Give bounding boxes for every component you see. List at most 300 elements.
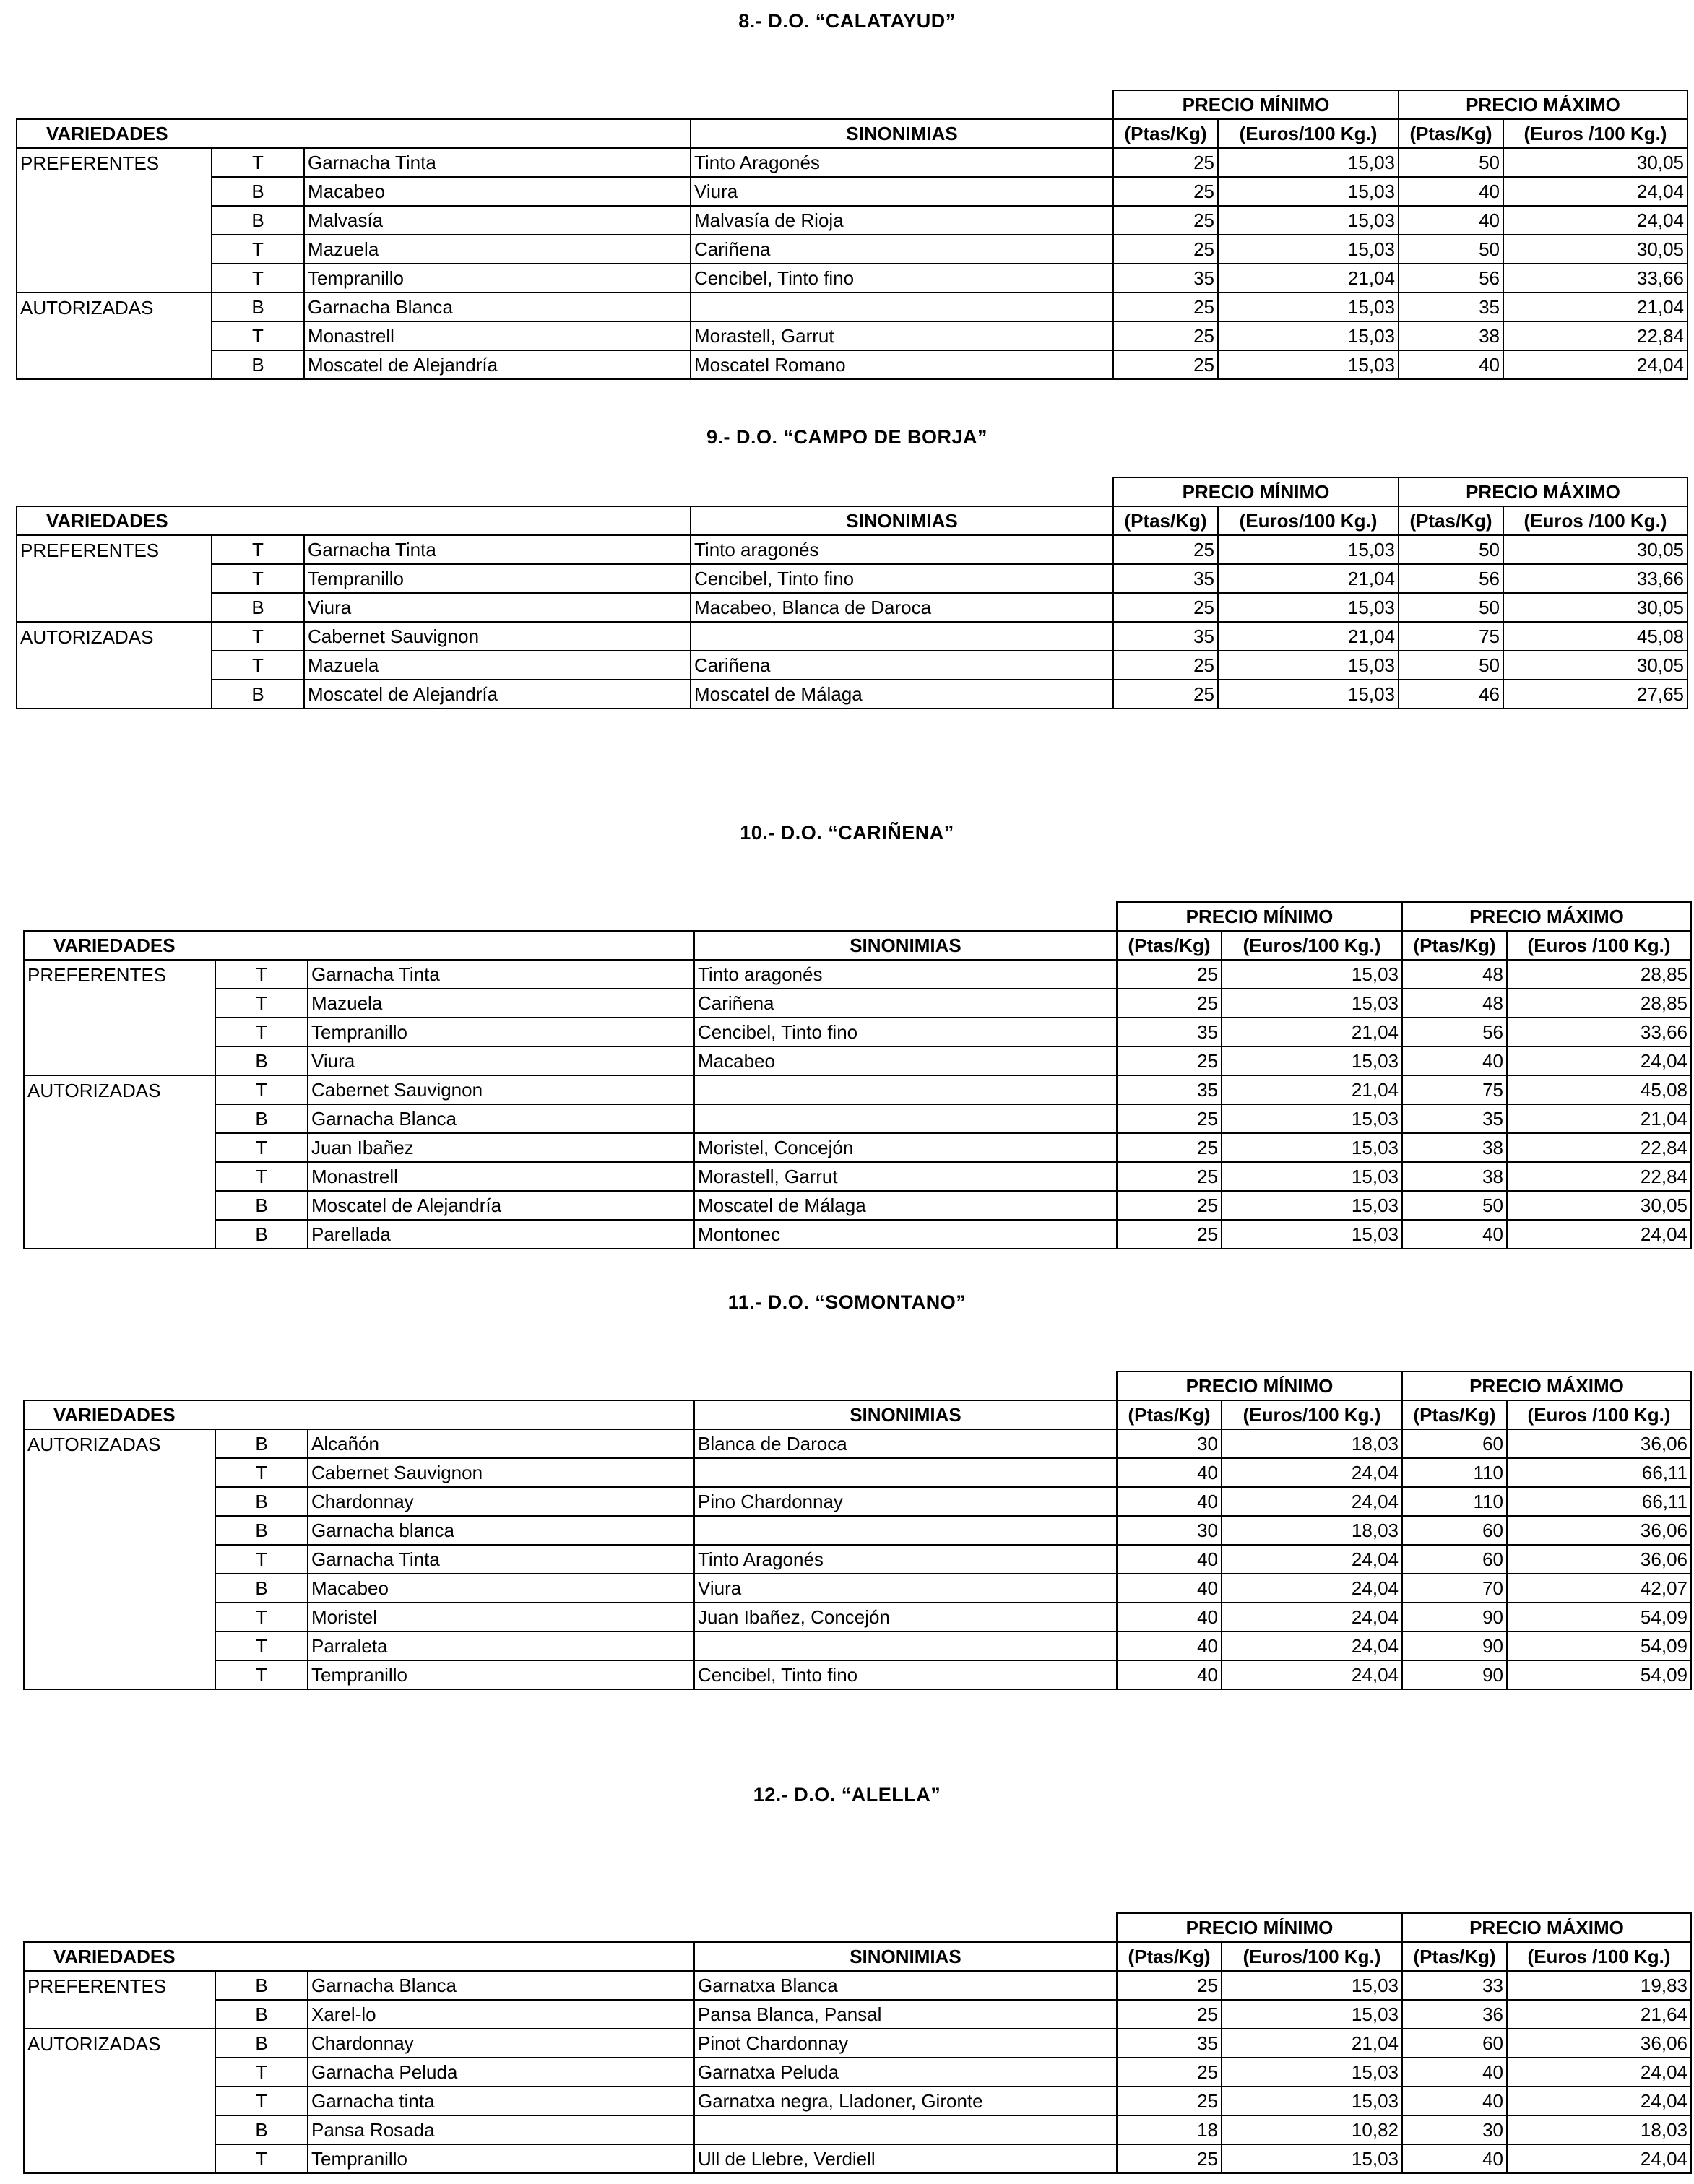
price-min-ptas: 25 (1117, 2058, 1222, 2086)
group-label: PREFERENTES (17, 148, 212, 177)
price-max-euros: 24,04 (1507, 2058, 1691, 2086)
price-max-euros: 36,06 (1507, 1516, 1691, 1545)
price-max-euros: 22,84 (1507, 1162, 1691, 1191)
synonyms: Viura (694, 1574, 1117, 1603)
price-min-euros: 15,03 (1222, 1046, 1402, 1075)
table-row (24, 1516, 1691, 1545)
price-max-euros: 21,64 (1507, 2000, 1691, 2029)
table-row (24, 1458, 1691, 1487)
price-table (23, 901, 1692, 1249)
header-row-prices (17, 90, 1687, 119)
price-max-ptas: 33 (1402, 1971, 1507, 2000)
variety-name: Garnacha blanca (308, 1516, 694, 1545)
color-type: T (212, 622, 304, 651)
price-min-ptas: 40 (1117, 1545, 1222, 1574)
variety-name: Tempranillo (308, 1660, 694, 1689)
price-max-ptas: 38 (1399, 321, 1503, 350)
color-type: B (215, 2029, 308, 2058)
variety-name: Mazuela (304, 651, 691, 680)
synonyms (694, 1632, 1117, 1660)
group-label-cell (24, 1516, 215, 1545)
header-precio-minimo: PRECIO MÍNIMO (1113, 90, 1399, 119)
table-row (24, 1191, 1691, 1220)
price-max-ptas: 56 (1399, 564, 1503, 593)
synonyms (694, 1516, 1117, 1545)
price-min-euros: 24,04 (1222, 1632, 1402, 1660)
price-min-ptas: 25 (1117, 1220, 1222, 1249)
synonyms: Viura (691, 177, 1113, 206)
price-min-ptas: 30 (1117, 1516, 1222, 1545)
group-label-cell (24, 989, 215, 1018)
group-label-cell (17, 177, 212, 206)
color-type: T (212, 651, 304, 680)
synonyms: Cencibel, Tinto fino (691, 264, 1113, 292)
header-precio-maximo: PRECIO MÁXIMO (1402, 1372, 1691, 1400)
table-row (24, 1971, 1691, 2000)
color-type: B (215, 1971, 308, 2000)
header-ptas-min: (Ptas/Kg) (1117, 1942, 1222, 1971)
price-max-euros: 30,05 (1503, 651, 1687, 680)
price-min-ptas: 40 (1117, 1603, 1222, 1632)
table-row (24, 1487, 1691, 1516)
variety-name: Monastrell (308, 1162, 694, 1191)
price-max-ptas: 40 (1402, 2058, 1507, 2086)
color-type: T (215, 1458, 308, 1487)
table-row (24, 2115, 1691, 2144)
price-min-euros: 21,04 (1222, 1018, 1402, 1046)
color-type: T (215, 989, 308, 1018)
price-max-ptas: 40 (1399, 350, 1503, 379)
price-max-ptas: 35 (1399, 292, 1503, 321)
table-row (24, 960, 1691, 989)
header-precio-minimo: PRECIO MÍNIMO (1117, 902, 1402, 931)
price-min-ptas: 40 (1117, 1632, 1222, 1660)
price-max-euros: 21,04 (1503, 292, 1687, 321)
synonyms: Tinto Aragonés (691, 148, 1113, 177)
synonyms: Tinto aragonés (691, 535, 1113, 564)
price-max-euros: 24,04 (1507, 2086, 1691, 2115)
header-row-columns (17, 506, 1687, 535)
variety-name: Chardonnay (308, 1487, 694, 1516)
price-max-euros: 36,06 (1507, 1429, 1691, 1458)
header-variedades: VARIEDADES (17, 506, 691, 535)
synonyms (694, 2115, 1117, 2144)
price-max-ptas: 30 (1402, 2115, 1507, 2144)
price-max-ptas: 48 (1402, 989, 1507, 1018)
table-row (17, 206, 1687, 235)
variety-name: Mazuela (304, 235, 691, 264)
table-row (24, 1046, 1691, 1075)
price-min-euros: 15,03 (1222, 960, 1402, 989)
header-spacer (24, 902, 1117, 931)
group-label-cell (24, 1046, 215, 1075)
price-max-euros: 27,65 (1503, 680, 1687, 708)
synonyms: Ull de Llebre, Verdiell (694, 2144, 1117, 2173)
price-max-ptas: 40 (1402, 2144, 1507, 2173)
price-min-euros: 15,03 (1222, 1971, 1402, 2000)
variety-name: Garnacha Tinta (304, 148, 691, 177)
group-label-cell (24, 2086, 215, 2115)
price-max-ptas: 70 (1402, 1574, 1507, 1603)
header-spacer (24, 1372, 1117, 1400)
header-row-columns (17, 119, 1687, 148)
price-min-ptas: 25 (1113, 321, 1218, 350)
group-label: AUTORIZADAS (24, 1429, 215, 1458)
price-min-ptas: 25 (1113, 680, 1218, 708)
synonyms: Juan Ibañez, Concejón (694, 1603, 1117, 1632)
color-type: B (212, 593, 304, 622)
header-spacer (24, 1913, 1117, 1942)
header-sinonimias: SINONIMIAS (694, 931, 1117, 960)
variety-name: Garnacha Blanca (308, 1104, 694, 1133)
synonyms: Garnatxa Peluda (694, 2058, 1117, 2086)
group-label-cell (24, 2115, 215, 2144)
price-max-ptas: 35 (1402, 1104, 1507, 1133)
group-label-cell (24, 1603, 215, 1632)
price-max-ptas: 38 (1402, 1133, 1507, 1162)
price-max-euros: 66,11 (1507, 1458, 1691, 1487)
price-max-ptas: 50 (1402, 1191, 1507, 1220)
color-type: T (215, 1632, 308, 1660)
price-table (23, 1371, 1692, 1690)
variety-name: Chardonnay (308, 2029, 694, 2058)
header-precio-minimo: PRECIO MÍNIMO (1113, 477, 1399, 506)
group-label-cell (17, 680, 212, 708)
price-max-euros: 24,04 (1503, 206, 1687, 235)
color-type: T (215, 1075, 308, 1104)
color-type: B (215, 1516, 308, 1545)
group-label-cell (24, 1018, 215, 1046)
color-type: B (215, 1191, 308, 1220)
price-max-ptas: 60 (1402, 2029, 1507, 2058)
price-min-euros: 15,03 (1222, 1191, 1402, 1220)
price-min-euros: 15,03 (1222, 1133, 1402, 1162)
color-type: T (215, 2086, 308, 2115)
price-min-euros: 21,04 (1218, 564, 1399, 593)
header-spacer (17, 90, 1113, 119)
price-min-euros: 15,03 (1222, 1162, 1402, 1191)
synonyms: Tinto aragonés (694, 960, 1117, 989)
header-precio-maximo: PRECIO MÁXIMO (1402, 1913, 1691, 1942)
header-euros-min: (Euros/100 Kg.) (1222, 931, 1402, 960)
synonyms: Blanca de Daroca (694, 1429, 1117, 1458)
synonyms: Moscatel de Málaga (694, 1191, 1117, 1220)
synonyms: Moristel, Concejón (694, 1133, 1117, 1162)
table-row (24, 2000, 1691, 2029)
variety-name: Parraleta (308, 1632, 694, 1660)
price-max-ptas: 40 (1402, 1046, 1507, 1075)
synonyms: Malvasía de Rioja (691, 206, 1113, 235)
synonyms (694, 1104, 1117, 1133)
synonyms: Garnatxa negra, Lladoner, Gironte (694, 2086, 1117, 2115)
group-label: AUTORIZADAS (17, 292, 212, 321)
price-min-euros: 15,03 (1218, 651, 1399, 680)
price-max-euros: 22,84 (1507, 1133, 1691, 1162)
group-label-cell (17, 206, 212, 235)
price-max-euros: 33,66 (1507, 1018, 1691, 1046)
table-row (17, 235, 1687, 264)
table-row (24, 1220, 1691, 1249)
synonyms: Garnatxa Blanca (694, 1971, 1117, 2000)
table-row (17, 264, 1687, 292)
price-max-ptas: 50 (1399, 593, 1503, 622)
price-min-ptas: 25 (1117, 1046, 1222, 1075)
header-precio-minimo: PRECIO MÍNIMO (1117, 1372, 1402, 1400)
price-min-ptas: 35 (1117, 1018, 1222, 1046)
header-sinonimias: SINONIMIAS (691, 506, 1113, 535)
group-label: AUTORIZADAS (24, 1075, 215, 1104)
header-euros-min: (Euros/100 Kg.) (1222, 1942, 1402, 1971)
price-min-euros: 21,04 (1218, 264, 1399, 292)
price-min-ptas: 25 (1113, 350, 1218, 379)
synonyms: Cariñena (694, 989, 1117, 1018)
synonyms: Pansa Blanca, Pansal (694, 2000, 1117, 2029)
variety-name: Tempranillo (304, 264, 691, 292)
price-max-euros: 42,07 (1507, 1574, 1691, 1603)
price-min-ptas: 25 (1113, 148, 1218, 177)
variety-name: Tempranillo (304, 564, 691, 593)
price-min-ptas: 35 (1113, 264, 1218, 292)
variety-name: Alcañón (308, 1429, 694, 1458)
header-precio-maximo: PRECIO MÁXIMO (1399, 477, 1687, 506)
variety-name: Garnacha Tinta (304, 535, 691, 564)
group-label-cell (24, 1191, 215, 1220)
price-min-ptas: 35 (1117, 2029, 1222, 2058)
synonyms (691, 292, 1113, 321)
table-row (24, 1018, 1691, 1046)
price-min-ptas: 25 (1117, 1162, 1222, 1191)
table-row (24, 1429, 1691, 1458)
table-row (24, 2144, 1691, 2173)
header-sinonimias: SINONIMIAS (694, 1942, 1117, 1971)
header-ptas-max: (Ptas/Kg) (1402, 1942, 1507, 1971)
section-title: 8.- D.O. “CALATAYUD” (738, 10, 956, 32)
group-label-cell (24, 2144, 215, 2173)
price-min-ptas: 25 (1117, 2144, 1222, 2173)
price-min-euros: 15,03 (1222, 989, 1402, 1018)
price-min-ptas: 25 (1117, 1133, 1222, 1162)
color-type: T (212, 235, 304, 264)
header-variedades: VARIEDADES (24, 931, 694, 960)
synonyms: Montonec (694, 1220, 1117, 1249)
price-max-ptas: 50 (1399, 235, 1503, 264)
group-label-cell (24, 1632, 215, 1660)
price-min-ptas: 25 (1113, 206, 1218, 235)
color-type: B (212, 177, 304, 206)
price-max-ptas: 50 (1399, 651, 1503, 680)
color-type: B (212, 350, 304, 379)
variety-name: Moscatel de Alejandría (304, 680, 691, 708)
price-min-ptas: 25 (1113, 177, 1218, 206)
synonyms: Cariñena (691, 235, 1113, 264)
table-row (17, 350, 1687, 379)
header-ptas-max: (Ptas/Kg) (1399, 506, 1503, 535)
price-min-euros: 15,03 (1222, 1220, 1402, 1249)
price-max-euros: 28,85 (1507, 960, 1691, 989)
price-min-ptas: 25 (1117, 960, 1222, 989)
price-table (16, 90, 1688, 380)
price-max-euros: 19,83 (1507, 1971, 1691, 2000)
price-min-euros: 15,03 (1218, 593, 1399, 622)
group-label: PREFERENTES (24, 1971, 215, 2000)
header-ptas-min: (Ptas/Kg) (1117, 1400, 1222, 1429)
price-min-ptas: 25 (1117, 1191, 1222, 1220)
color-type: B (215, 2115, 308, 2144)
price-min-euros: 24,04 (1222, 1574, 1402, 1603)
price-min-euros: 15,03 (1222, 2144, 1402, 2173)
color-type: T (215, 2058, 308, 2086)
price-min-euros: 15,03 (1218, 235, 1399, 264)
header-ptas-min: (Ptas/Kg) (1113, 119, 1218, 148)
header-variedades: VARIEDADES (17, 119, 691, 148)
table-row (24, 1632, 1691, 1660)
header-euros-max: (Euros /100 Kg.) (1503, 506, 1687, 535)
variety-name: Xarel-lo (308, 2000, 694, 2029)
group-label-cell (24, 1458, 215, 1487)
price-max-ptas: 40 (1402, 1220, 1507, 1249)
price-min-ptas: 25 (1113, 651, 1218, 680)
color-type: T (215, 960, 308, 989)
price-max-ptas: 50 (1399, 148, 1503, 177)
table-row (17, 148, 1687, 177)
section-title: 12.- D.O. “ALELLA” (753, 1784, 941, 1806)
price-max-euros: 33,66 (1503, 264, 1687, 292)
variety-name: Pansa Rosada (308, 2115, 694, 2144)
group-label: AUTORIZADAS (17, 622, 212, 651)
header-row-prices (24, 902, 1691, 931)
variety-name: Cabernet Sauvignon (304, 622, 691, 651)
color-type: T (215, 1018, 308, 1046)
price-max-ptas: 90 (1402, 1603, 1507, 1632)
variety-name: Moscatel de Alejandría (308, 1191, 694, 1220)
price-max-euros: 36,06 (1507, 1545, 1691, 1574)
price-min-euros: 24,04 (1222, 1603, 1402, 1632)
price-min-euros: 10,82 (1222, 2115, 1402, 2144)
price-min-ptas: 40 (1117, 1458, 1222, 1487)
synonyms: Tinto Aragonés (694, 1545, 1117, 1574)
header-variedades: VARIEDADES (24, 1942, 694, 1971)
price-max-ptas: 60 (1402, 1429, 1507, 1458)
price-min-euros: 21,04 (1218, 622, 1399, 651)
synonyms: Cencibel, Tinto fino (694, 1660, 1117, 1689)
table-row (24, 1660, 1691, 1689)
synonyms: Macabeo (694, 1046, 1117, 1075)
variety-name: Parellada (308, 1220, 694, 1249)
price-max-ptas: 60 (1402, 1516, 1507, 1545)
header-euros-min: (Euros/100 Kg.) (1218, 119, 1399, 148)
group-label-cell (17, 651, 212, 680)
header-precio-minimo: PRECIO MÍNIMO (1117, 1913, 1402, 1942)
group-label-cell (17, 564, 212, 593)
price-max-euros: 24,04 (1507, 1046, 1691, 1075)
group-label: PREFERENTES (17, 535, 212, 564)
variety-name: Garnacha Blanca (308, 1971, 694, 2000)
table-row (17, 593, 1687, 622)
table-row (24, 1574, 1691, 1603)
price-max-ptas: 36 (1402, 2000, 1507, 2029)
group-label-cell (17, 235, 212, 264)
variety-name: Malvasía (304, 206, 691, 235)
synonyms: Morastell, Garrut (694, 1162, 1117, 1191)
group-label-cell (24, 1133, 215, 1162)
price-max-euros: 66,11 (1507, 1487, 1691, 1516)
price-max-ptas: 40 (1399, 177, 1503, 206)
price-min-euros: 15,03 (1222, 2086, 1402, 2115)
price-max-euros: 45,08 (1507, 1075, 1691, 1104)
price-max-ptas: 38 (1402, 1162, 1507, 1191)
price-max-euros: 30,05 (1503, 148, 1687, 177)
table-row (17, 535, 1687, 564)
price-min-euros: 24,04 (1222, 1545, 1402, 1574)
price-min-euros: 21,04 (1222, 2029, 1402, 2058)
header-row-columns (24, 931, 1691, 960)
price-max-euros: 21,04 (1507, 1104, 1691, 1133)
price-min-euros: 15,03 (1222, 2058, 1402, 2086)
header-spacer (17, 477, 1113, 506)
table-row (24, 1133, 1691, 1162)
group-label-cell (24, 1162, 215, 1191)
header-euros-max: (Euros /100 Kg.) (1503, 119, 1687, 148)
variety-name: Mazuela (308, 989, 694, 1018)
price-min-euros: 15,03 (1218, 680, 1399, 708)
header-sinonimias: SINONIMIAS (691, 119, 1113, 148)
group-label-cell (24, 1487, 215, 1516)
color-type: T (215, 2144, 308, 2173)
table-row (24, 1075, 1691, 1104)
table-row (24, 1162, 1691, 1191)
price-max-euros: 24,04 (1507, 1220, 1691, 1249)
header-row-prices (24, 1913, 1691, 1942)
price-max-euros: 30,05 (1507, 1191, 1691, 1220)
group-label-cell (24, 2058, 215, 2086)
price-min-euros: 24,04 (1222, 1660, 1402, 1689)
price-min-euros: 18,03 (1222, 1429, 1402, 1458)
price-max-euros: 22,84 (1503, 321, 1687, 350)
table-row (17, 622, 1687, 651)
table-row (17, 564, 1687, 593)
header-sinonimias: SINONIMIAS (694, 1400, 1117, 1429)
variety-name: Tempranillo (308, 2144, 694, 2173)
section-title: 10.- D.O. “CARIÑENA” (740, 822, 954, 844)
synonyms: Moscatel de Málaga (691, 680, 1113, 708)
header-precio-maximo: PRECIO MÁXIMO (1402, 902, 1691, 931)
price-min-ptas: 25 (1113, 235, 1218, 264)
price-min-ptas: 25 (1113, 292, 1218, 321)
variety-name: Cabernet Sauvignon (308, 1075, 694, 1104)
price-max-ptas: 60 (1402, 1545, 1507, 1574)
color-type: T (215, 1545, 308, 1574)
price-max-euros: 30,05 (1503, 235, 1687, 264)
header-row-prices (24, 1372, 1691, 1400)
header-row-columns (24, 1942, 1691, 1971)
group-label: AUTORIZADAS (24, 2029, 215, 2058)
price-table (23, 1912, 1692, 2174)
header-euros-min: (Euros/100 Kg.) (1218, 506, 1399, 535)
header-euros-max: (Euros /100 Kg.) (1507, 1942, 1691, 1971)
price-min-ptas: 25 (1113, 535, 1218, 564)
variety-name: Moscatel de Alejandría (304, 350, 691, 379)
group-label-cell (24, 1545, 215, 1574)
price-min-ptas: 40 (1117, 1660, 1222, 1689)
header-precio-maximo: PRECIO MÁXIMO (1399, 90, 1687, 119)
group-label-cell (24, 1660, 215, 1689)
price-min-euros: 24,04 (1222, 1487, 1402, 1516)
price-min-ptas: 35 (1113, 622, 1218, 651)
table-row (24, 1104, 1691, 1133)
section-title: 9.- D.O. “CAMPO DE BORJA” (706, 426, 988, 448)
price-min-ptas: 40 (1117, 1487, 1222, 1516)
table-row (17, 321, 1687, 350)
